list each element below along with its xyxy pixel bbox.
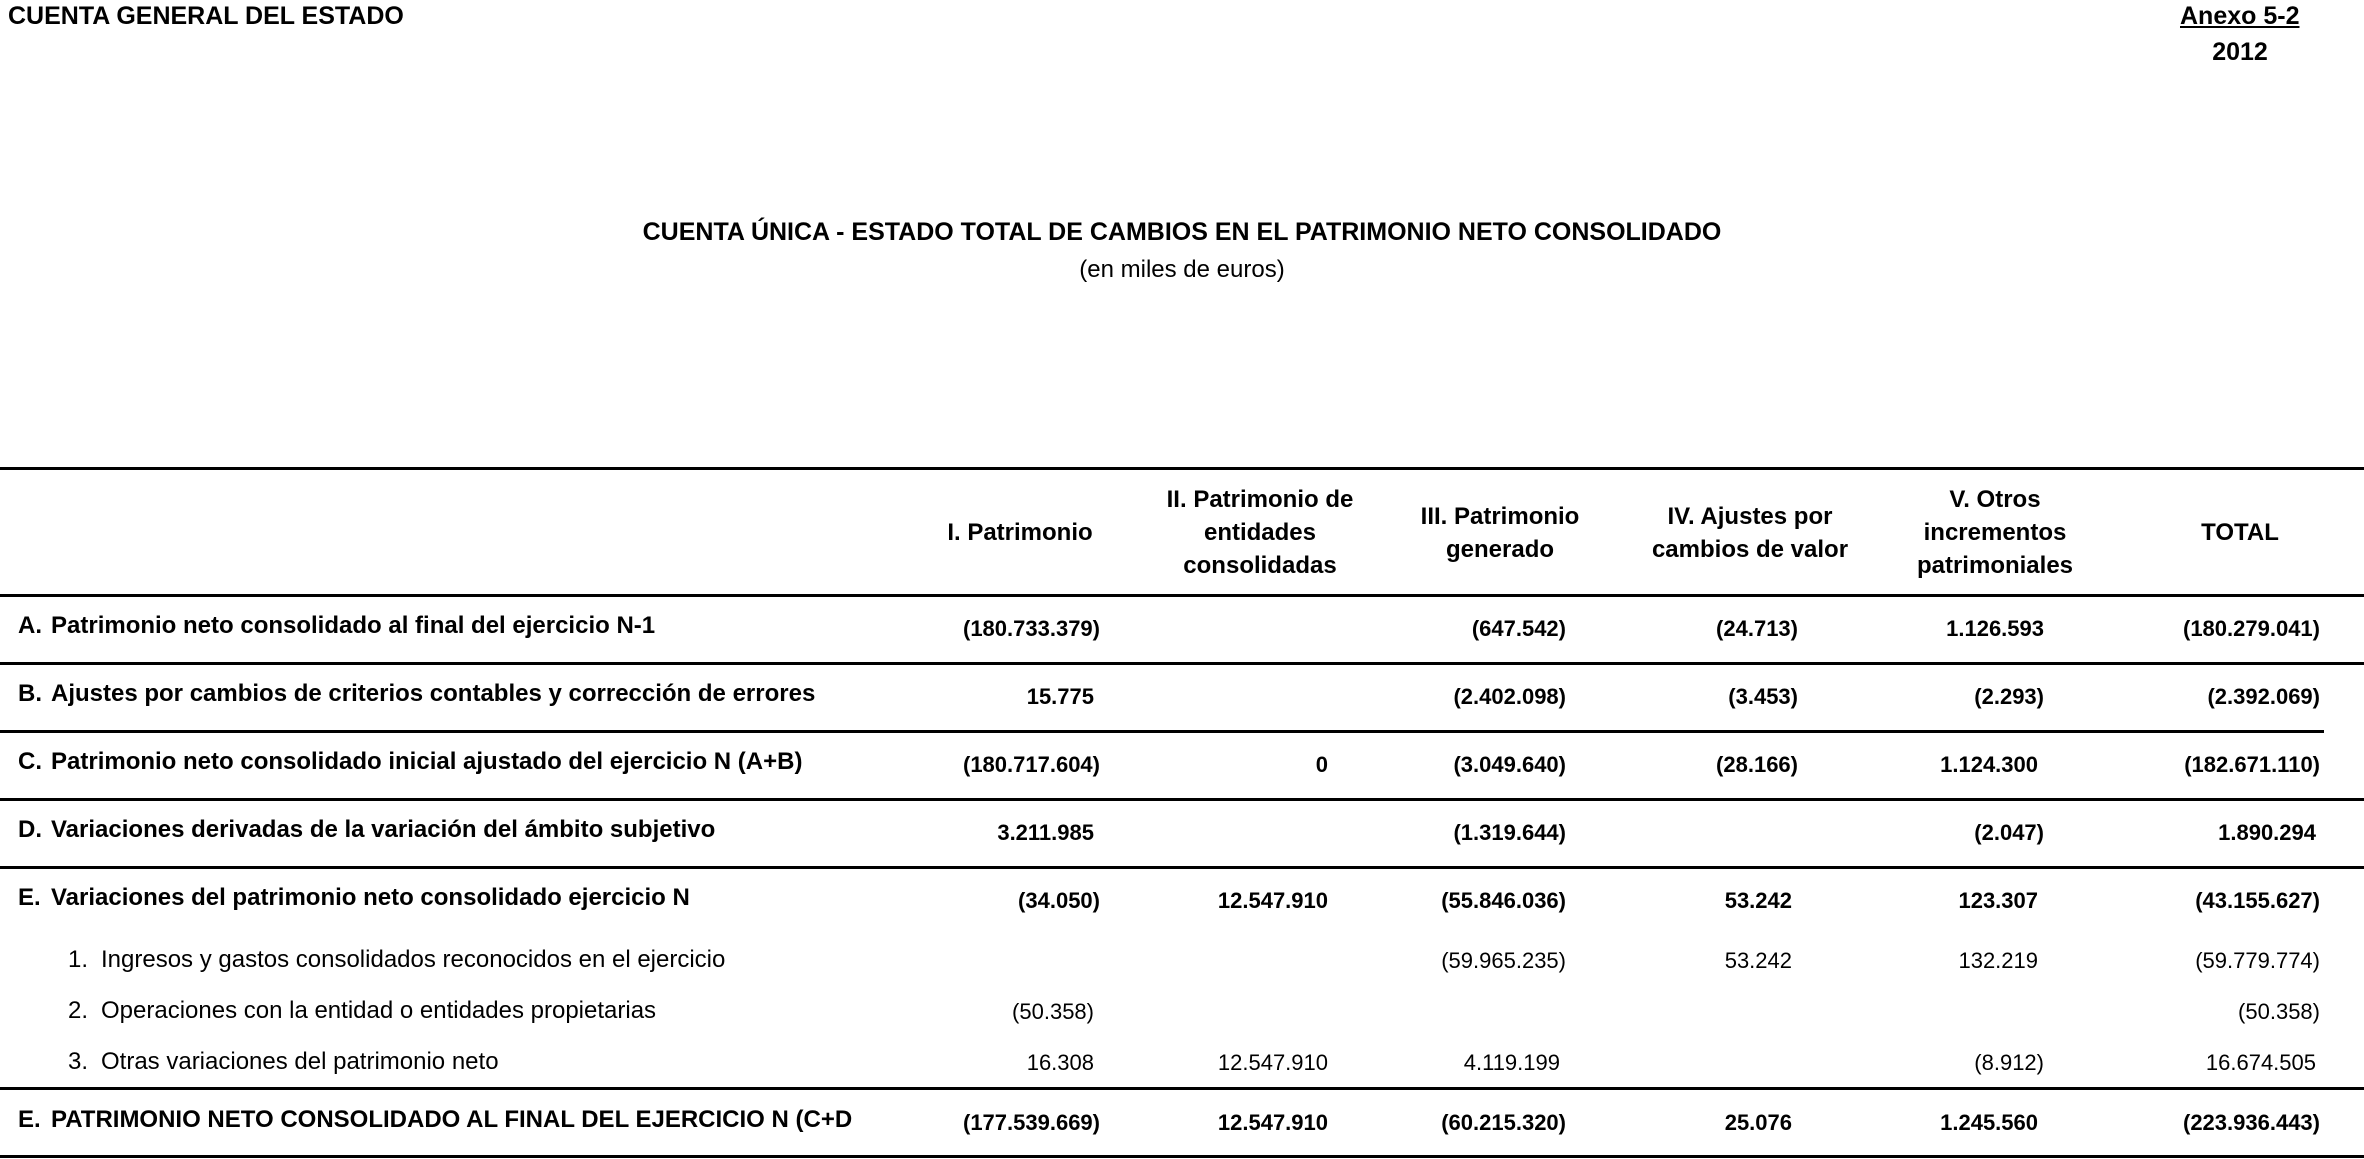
cell-value: (180.733.379) xyxy=(963,616,1100,641)
cell-value: (2.047) xyxy=(1974,820,2044,845)
cell-value: (24.713) xyxy=(1716,616,1798,641)
cell-value: 0 xyxy=(1315,752,1328,777)
cell-value: (2.402.098) xyxy=(1453,684,1566,709)
report-title: CUENTA ÚNICA - ESTADO TOTAL DE CAMBIOS EN EL PATRIMONIO NETO CONSOLIDADO xyxy=(642,218,1722,246)
cell-value: (3.453) xyxy=(1728,684,1798,709)
row-label: 3. Otras variaciones del patrimonio neto xyxy=(68,1048,499,1075)
cell-value: 1.890.294 xyxy=(2218,820,2316,845)
cell-value: 12.547.910 xyxy=(1217,888,1328,913)
cell-value: (60.215.320) xyxy=(1441,1110,1566,1135)
column-header-ajustes: IV. Ajustes por cambios de valor xyxy=(1651,502,1849,563)
row-label: E. PATRIMONIO NETO CONSOLIDADO AL FINAL DEL EJERCICIO N (C+D xyxy=(18,1106,853,1133)
cell-value: 123.307 xyxy=(1958,888,2038,913)
cell-value: (647.542) xyxy=(1471,616,1566,641)
cell-value: (1.319.644) xyxy=(1453,820,1566,845)
column-header-patrimonio: I. Patrimonio xyxy=(947,519,1093,546)
cell-value: (2.392.069) xyxy=(2207,684,2320,709)
cell-value: (8.912) xyxy=(1974,1050,2044,1075)
cell-value: 53.242 xyxy=(1724,948,1792,973)
rule-row xyxy=(0,866,2364,869)
row-label: D. Variaciones derivadas de la variación del ámbito subjetivo xyxy=(18,816,716,843)
rule-row xyxy=(0,798,2364,801)
report-year: 2012 xyxy=(2212,38,2268,66)
cell-value: 3.211.985 xyxy=(997,820,1094,845)
row-label: B. Ajustes por cambios de criterios contables y corrección de errores xyxy=(18,680,816,707)
cell-value: (59.779.774) xyxy=(2195,948,2320,973)
column-header-patrimonio-generado: III. Patrimonio generado xyxy=(1420,502,1580,563)
cell-value: 25.076 xyxy=(1724,1110,1792,1135)
cell-value: (50.358) xyxy=(2238,999,2320,1024)
report-org: CUENTA GENERAL DEL ESTADO xyxy=(8,2,404,30)
row-label: A. Patrimonio neto consolidado al final del ejercicio N-1 xyxy=(18,612,656,639)
cell-value: (43.155.627) xyxy=(2195,888,2320,913)
column-header-total: TOTAL xyxy=(2201,519,2279,546)
cell-value: 4.119.199 xyxy=(1463,1050,1560,1075)
cell-value: (34.050) xyxy=(1018,888,1100,913)
cell-value: (2.293) xyxy=(1974,684,2044,709)
rule-row xyxy=(0,662,2364,665)
cell-value: 12.547.910 xyxy=(1217,1050,1328,1075)
report-subtitle: (en miles de euros) xyxy=(1079,256,1285,283)
cell-value: 1.126.593 xyxy=(1946,616,2044,641)
cell-value: 16.308 xyxy=(1026,1050,1094,1075)
cell-value: (28.166) xyxy=(1716,752,1798,777)
cell-value: (180.717.604) xyxy=(963,752,1100,777)
cell-value: 1.245.560 xyxy=(1940,1110,2038,1135)
cell-value: (50.358) xyxy=(1012,999,1094,1024)
cell-value: 53.242 xyxy=(1724,888,1792,913)
cell-value: 16.674.505 xyxy=(2205,1050,2316,1075)
cell-value: (182.671.110) xyxy=(2184,752,2320,777)
cell-value: 1.124.300 xyxy=(1940,752,2038,777)
row-label: C. Patrimonio neto consolidado inicial ajustado del ejercicio N (A+B) xyxy=(18,748,803,775)
row-label: 1. Ingresos y gastos consolidados reconocidos en el ejercicio xyxy=(68,946,726,973)
cell-value: (3.049.640) xyxy=(1453,752,1566,777)
row-label: E. Variaciones del patrimonio neto consolidado ejercicio N xyxy=(18,884,690,911)
rule-row xyxy=(0,730,2324,733)
cell-value: 132.219 xyxy=(1958,948,2038,973)
cell-value: (59.965.235) xyxy=(1441,948,1566,973)
rule-bottom xyxy=(0,1155,2364,1158)
rule-row xyxy=(0,1087,2364,1090)
cell-value: 15.775 xyxy=(1026,684,1094,709)
cell-value: (177.539.669) xyxy=(963,1110,1100,1135)
cell-value: (55.846.036) xyxy=(1441,888,1566,913)
cell-value: 12.547.910 xyxy=(1217,1110,1328,1135)
cell-value: (180.279.041) xyxy=(2183,616,2320,641)
row-label: 2. Operaciones con la entidad o entidades propietarias xyxy=(68,997,657,1024)
column-header-patrimonio-entidades: II. Patrimonio de entidades consolidadas xyxy=(1166,486,1354,579)
annex-label: Anexo 5-2 xyxy=(2180,2,2300,30)
cell-value: (223.936.443) xyxy=(2183,1110,2320,1135)
column-header-otros-incrementos: V. Otros incrementos patrimoniales xyxy=(1916,486,2074,579)
